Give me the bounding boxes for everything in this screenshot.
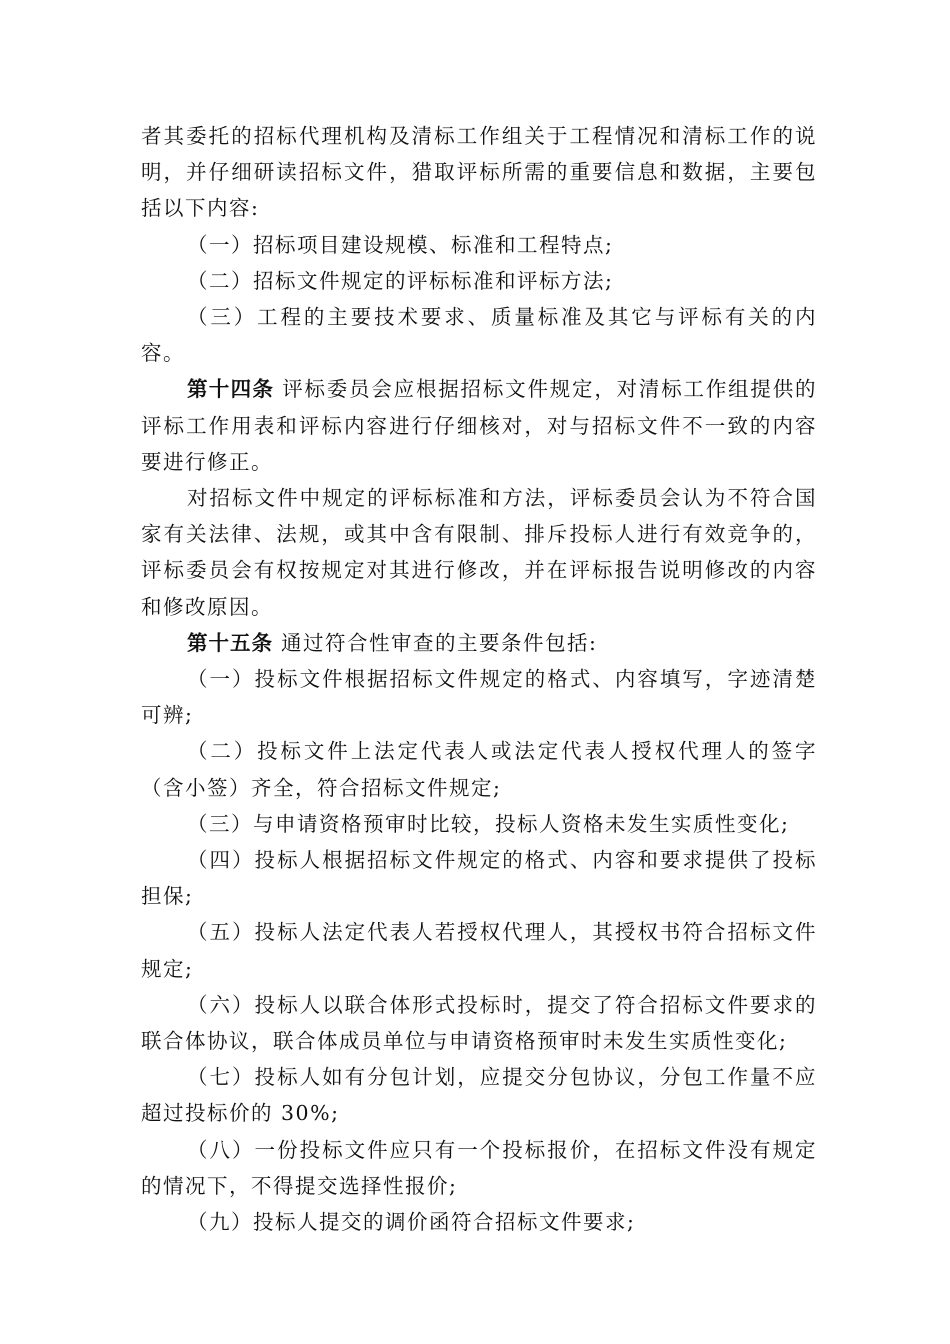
- article-14-title: 第十四条: [187, 377, 275, 402]
- article-14-paragraph-2: 对招标文件中规定的评标标准和方法，评标委员会认为不符合国家有关法律、法规，或其中含有限制、排斥投标人进行有效竞争的，评标委员会有权按规定对其进行修改，并在评标报告说明修改的内容和修改原因。: [141, 486, 817, 619]
- list-item: （八）一份投标文件应只有一个投标报价，在招标文件没有规定的情况下，不得提交选择性报价;: [141, 1137, 817, 1198]
- article-15-text: 通过符合性审查的主要条件包括:: [281, 630, 598, 655]
- list-item: （二）招标文件规定的评标标准和评标方法;: [187, 268, 614, 293]
- list-item: （五）投标人法定代表人若授权代理人，其授权书符合招标文件规定;: [141, 920, 817, 981]
- article-14-text: 评标委员会应根据招标文件规定，对清标工作组提供的评标工作用表和评标内容进行仔细核对，对与招标文件不一致的内容要进行修正。: [141, 377, 818, 474]
- document-body: [141, 118, 817, 1240]
- list-item: （三）与申请资格预审时比较，投标人资格未发生实质性变化;: [187, 811, 790, 836]
- list-item: （六）投标人以联合体形式投标时，提交了符合招标文件要求的联合体协议，联合体成员单位与申请资格预审时未发生实质性变化;: [141, 992, 817, 1054]
- list-item: （二）投标文件上法定代表人或法定代表人授权代理人的签字（含小签）齐全，符合招标文件规定;: [141, 739, 817, 800]
- list-item: （九）投标人提交的调价函符合招标文件要求;: [187, 1210, 636, 1235]
- article-14: [141, 371, 817, 480]
- paragraph-intro: 者其委托的招标代理机构及清标工作组关于工程情况和清标工作的说明，并仔细研读招标文件，猎取评标所需的重要信息和数据，主要包括以下内容:: [141, 124, 817, 221]
- list-item: （一）招标项目建设规模、标准和工程特点;: [187, 232, 614, 257]
- list-item: （四）投标人根据招标文件规定的格式、内容和要求提供了投标担保;: [141, 848, 817, 909]
- article-15-title: 第十五条: [187, 630, 273, 655]
- list-item: （七）投标人如有分包计划，应提交分包协议，分包工作量不应超过投标价的 30%;: [141, 1065, 817, 1126]
- article-15: [141, 625, 817, 661]
- list-item: （三）工程的主要技术要求、质量标准及其它与评标有关的内容。: [141, 305, 817, 366]
- list-item: （一）投标文件根据招标文件规定的格式、内容填写，字迹清楚可辨;: [141, 667, 817, 728]
